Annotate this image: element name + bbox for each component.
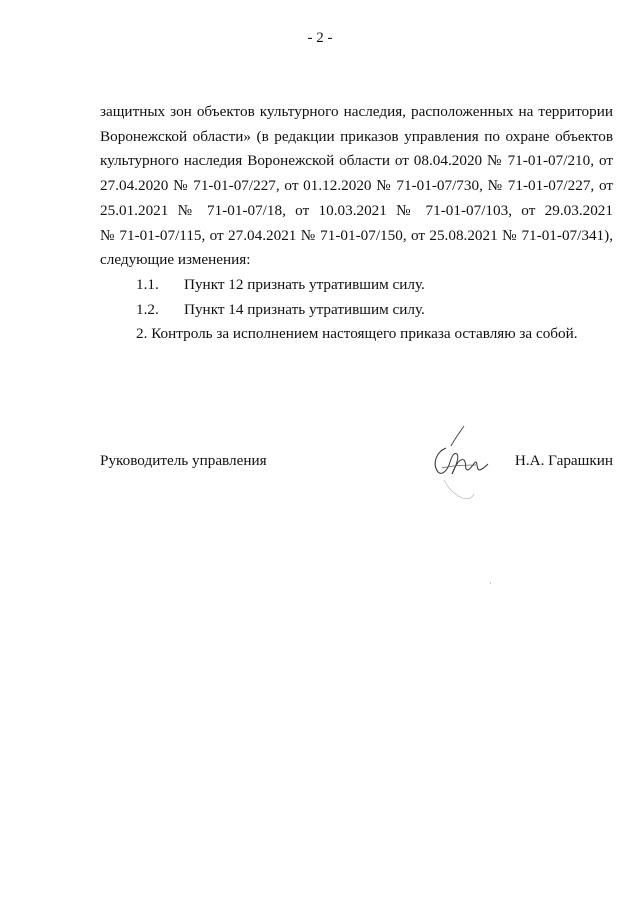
document-body <box>100 100 613 347</box>
control-clause: 2. Контроль за исполнением настоящего приказа оставляю за собой. <box>136 325 578 343</box>
list-item-number: 1.1. <box>136 275 159 293</box>
list-item <box>100 298 613 323</box>
paragraph-line: 25.01.2021 № 71-01-07/18, от 10.03.2021 № 71-01-07/103, от 29.03.2021 <box>100 201 613 219</box>
paragraph-line: Воронежской области» (в редакции приказов управления по охране объектов <box>100 127 613 145</box>
handwritten-signature <box>424 418 494 508</box>
paragraph-line: следующие изменения: <box>100 251 251 269</box>
list-item-text: Пункт 14 признать утратившим силу. <box>184 300 425 318</box>
signer-name: Н.А. Гарашкин <box>514 452 613 469</box>
amendment-paragraph <box>100 100 613 273</box>
scan-speck <box>490 582 491 584</box>
paragraph-line: № 71-01-07/115, от 27.04.2021 № 71-01-07/150, от 25.08.2021 № 71-01-07/341), <box>100 226 613 244</box>
paragraph-line: 27.04.2020 № 71-01-07/227, от 01.12.2020 № 71-01-07/730, № 71-01-07/227, от <box>100 177 613 195</box>
page-number: - 2 - <box>307 30 333 46</box>
paragraph-line: защитных зон объектов культурного наследия, расположенных на территории <box>100 103 613 120</box>
list-item-text: Пункт 12 признать утратившим силу. <box>184 275 425 293</box>
signature-block <box>100 452 613 482</box>
paragraph-line: культурного наследия Воронежской области от 08.04.2020 № 71-01-07/210, от <box>100 152 613 170</box>
signer-position: Руководитель управления <box>100 452 267 469</box>
list-item-number: 1.2. <box>136 300 159 318</box>
list-item <box>100 273 613 298</box>
